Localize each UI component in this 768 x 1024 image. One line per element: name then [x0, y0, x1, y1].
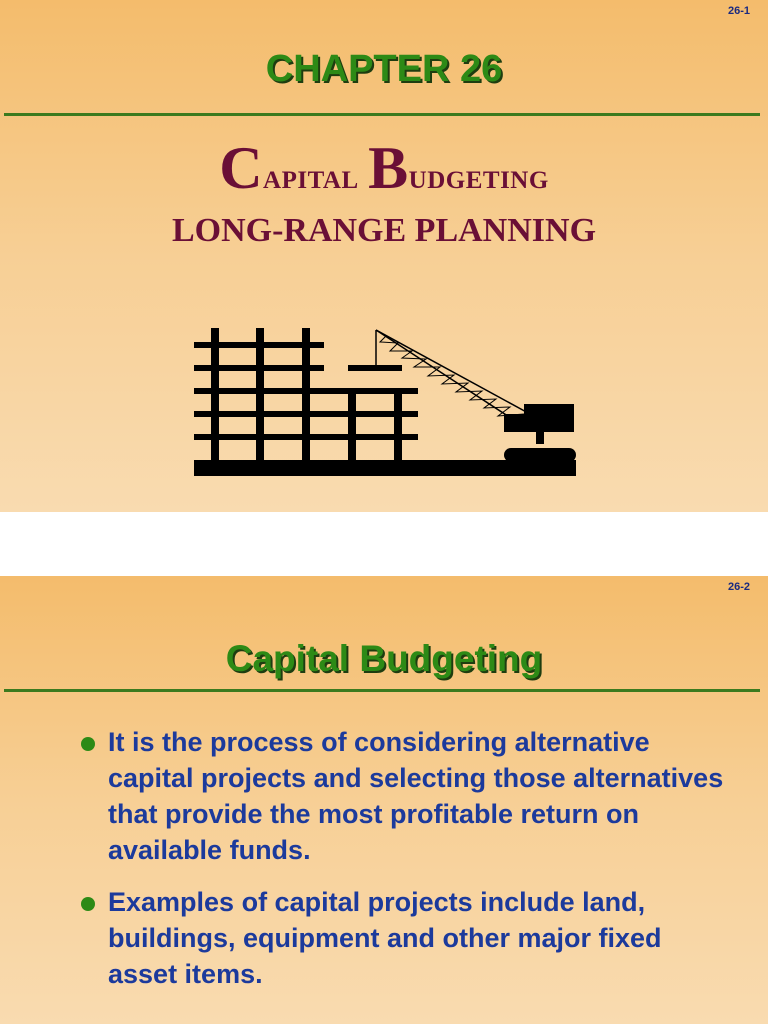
slide-number: 26-1: [727, 5, 750, 17]
divider-line: [4, 689, 760, 692]
bullet-dot-icon: [81, 737, 95, 751]
title-word1-rest: apital: [263, 156, 359, 196]
divider-line: [4, 113, 760, 116]
title-word2-rest: udgeting: [408, 156, 549, 196]
list-item: [76, 724, 736, 868]
building-construction-crane-icon: [190, 322, 580, 487]
bullet-dot-icon: [81, 897, 95, 911]
title-initial-b: B: [368, 135, 409, 201]
slide-number: 26-2: [727, 581, 750, 593]
chapter-heading: CHAPTER 26: [265, 48, 503, 90]
slide-title: Capital Budgeting: [225, 638, 543, 679]
bullet-text: Examples of capital projects include land, buildings, equipment and other major fixed asset items.: [108, 887, 662, 989]
slide-title: [0, 134, 768, 203]
title-initial-c: C: [219, 135, 264, 201]
bullet-list: [76, 724, 736, 1008]
bullet-text: It is the process of considering alternative capital projects and selecting those alternatives that provide the most profitable return on available funds.: [108, 727, 724, 865]
slide-2: [0, 576, 768, 1024]
list-item: [76, 884, 736, 992]
slide-subtitle: LONG-RANGE PLANNING: [171, 212, 597, 249]
